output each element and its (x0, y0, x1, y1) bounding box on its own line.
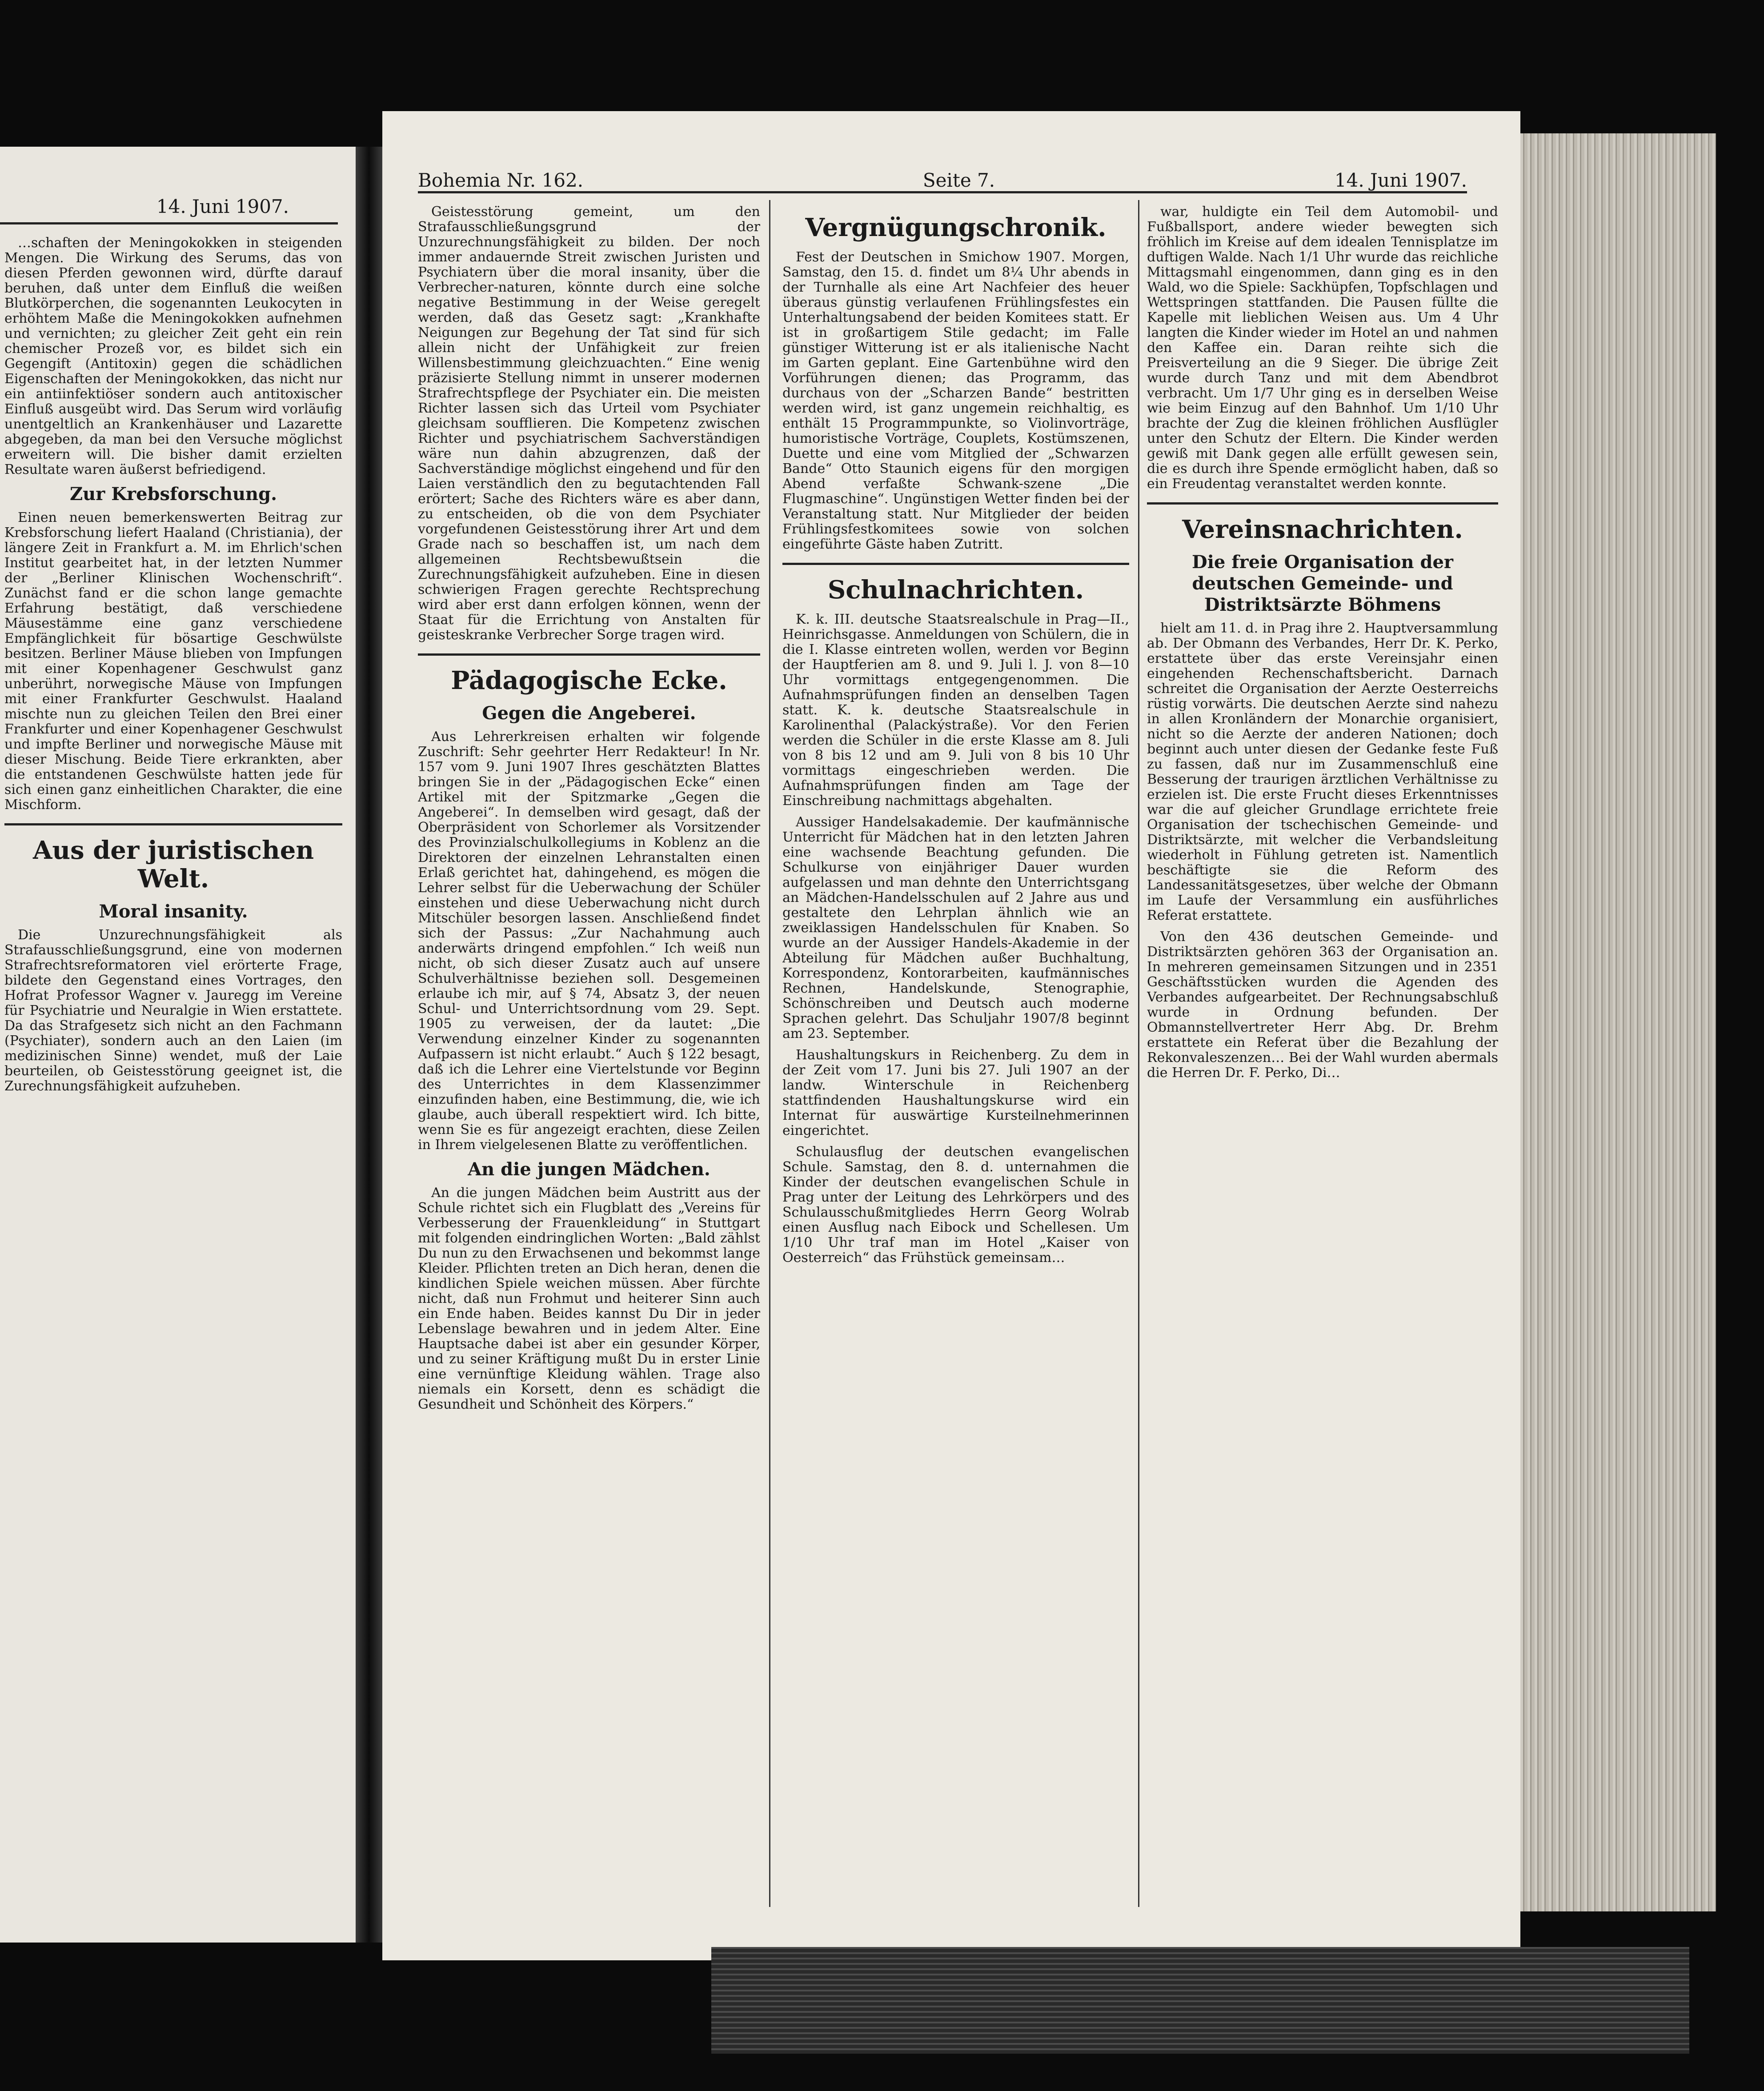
ausflug-text: Schulausflug der deutschen evangelischen Schule. Samstag, den 8. d. unternahmen die Kinder der deutschen evangelischen Schule in Prag unter der Leitung des Lehrkörpers und des Schulausschußmitgliedes Herrn Georg Wolrab einen Ausflug nach Eibock und Schellesen. Um 1/10 Uhr traf man im Hotel „Kaiser von Oesterreich“ das Frühstück gemeinsam… (782, 1144, 1129, 1266)
moral-text: Die Unzurechnungsfähigkeit als Strafausschließungsgrund, eine von modernen Strafrechtsreformatoren viel erörterte Frage, bildete den Gegenstand eines Vortrages, den Hofrat Professor Wagner v. Jauregg im Vereine für Psychiatrie und Neuralgie in Wien erstattete. Da das Strafgesetz sich nicht an den Fachmann (Psychiater), sondern auch an den Laien (im medizinischen Sinne) wendet, muß der Laie beurteilen, ob Geistesstörung geeignet ist, die Zurechnungsfähigkeit aufzuheben. (4, 927, 342, 1094)
left-page-column (4, 236, 342, 1889)
organisation-heading: Die freie Organisation der deutschen Gemeinde- und Distriktsärzte Böhmens (1192, 552, 1453, 615)
schul-text: K. k. III. deutsche Staatsrealschule in Prag—II., Heinrichsgasse. Anmeldungen von Schülern, die in die I. Klasse eintreten wollen, werden vor Beginn der Hauptferien am 8. und 9. Juli l. J. von 8—10 Uhr vormittags entgegengenommen. Die Aufnahmsprüfungen finden an denselben Tagen statt. K. k. deutsche Staatsrealschule in Karolinenthal (Palackýstraße). Vor den Ferien werden die Schüler in die erste Klasse am 8. Juli von 8 bis 12 und am 9. Juli von 8 bis 10 Uhr vormittags eingeschrieben werden. Die Aufnahmsprüfungen finden am Tage der Einschreibung nachmittags abgehalten. (782, 612, 1129, 809)
schul-heading: Schulnachrichten. (827, 575, 1084, 605)
header-page-number: Seite 7. (922, 169, 995, 191)
column-3 (1147, 204, 1498, 1907)
book-bottom (711, 1947, 1689, 2054)
maedchen-text: An die jungen Mädchen beim Austritt aus der Schule richtet sich ein Flugblatt des „Vereins für Verbesserung der Frauenkleidung“ in Stuttgart mit folgenden eindringlichen Worten: „Bald zählst Du nun zu den Erwachsenen und bekommst lange Kleider. Pflichten treten an Dich heran, denen die kindlichen Spiele weichen müssen. Aber fürchte nicht, daß nun Frohmut und heiterer Sinn auch ein Ende haben. Beides kannst Du Dir in jeder Lebenslage bewahren und in jedem Alter. Eine Hauptsache dabei ist aber ein gesunder Körper, und zu seiner Kräftigung mußt Du in erster Linie eine vernünftige Kleidung wählen. Trage also niemals ein Korsett, denn es schädigt die Gesundheit und Schönheit des Körpers.“ (418, 1185, 760, 1412)
ausflug-continuation: war, huldigte ein Teil dem Automobil- und Fußballsport, andere wieder bewegten sich fröhlich im Kreise auf dem idealen Tennisplatze im duftigen Walde. Nach 1/1 Uhr wurde das reichliche Mittagsmahl eingenommen, dann ging es in den Wald, wo die Spiele: Sackhüpfen, Topfschlagen und Wettspringen stattfanden. Die Pausen füllte die Kapelle mit lieblichen Weisen aus. Um 4 Uhr langten die Kinder wieder im Hotel an und nahmen den Kaffee ein. Daran reihte sich die Preisverteilung an die 9 Sieger. Die übrige Zeit wurde durch Tanz und mit dem Abendbrot verbracht. Um 1/7 Uhr ging es in derselben Weise wie beim Einzug auf den Bahnhof. Um 1/10 Uhr brachte der Zug die kleinen fröhlichen Ausflügler unter den Schutz der Eltern. Die Kinder werden gewiß mit Dank gegen alle erfüllt gewesen sein, die es durch ihre Spende ermöglicht haben, daß so ein Freudentag veranstaltet werden konnte. (1147, 204, 1498, 492)
column-divider (769, 200, 770, 1907)
krebs-heading: Zur Krebsforschung. (69, 484, 277, 505)
column-divider (1138, 200, 1139, 1907)
organisation-text-2: Von den 436 deutschen Gemeinde- und Distriktsärzten gehören 363 der Organisation an. In mehreren gemeinsamen Sitzungen und in 2351 Geschäftsstücken wurden die Agenden des Verbandes aufgearbeitet. Der Rechnungsabschluß wurde in Ordnung befunden. Der Obmannstellvertreter Herr Abg. Dr. Brehm erstattete ein Referat über die Bezahlung der Rekonvaleszenzen… Bei der Wahl wurden abermals die Herren Dr. F. Perko, Di… (1147, 929, 1498, 1081)
book-page-edges (1520, 133, 1716, 1911)
vergnuegung-text: Fest der Deutschen in Smichow 1907. Morgen, Samstag, den 15. d. findet um 8¼ Uhr abends in der Turnhalle als eine Art Nachfeier des heuer überaus günstig verlaufenen Frühlingsfestes ein Unterhaltungsabend der beiden Komitees statt. Er ist in großartigem Stile gedacht; im Falle günstiger Witterung ist er als italienische Nacht im Garten geplant. Eine Gartenbühne wird den Vorführungen dienen; das Programm, das durchaus von der „Scharzen Bande“ bestritten werden wird, ist ganz ungemein reichhaltig, es enthält 15 Programmpunkte, so Violinvorträge, humoristische Vorträge, Couplets, Kostümszenen, Duette und eine vom Mitglied der „Schwarzen Bande“ Otto Staunich eigens für den morgigen Abend verfaßte Schwank-szene „Die Flugmaschine“. Ungünstigen Wetter finden bei der Veranstaltung statt. Nur Mitglieder der beiden Frühlingsfestkomitees sowie von solchen eingeführte Gäste haben Zutritt. (782, 249, 1129, 552)
ecke-heading: Pädagogische Ecke. (451, 666, 727, 695)
book-spine (356, 147, 382, 1943)
jur-continuation: Geistesstörung gemeint, um den Strafausschließungsgrund der Unzurechnungsfähigkeit zu bilden. Der noch immer andauernde Streit zwischen Juristen und Psychiatern über die moral insanity, über die Verbrecher-naturen, könnte durch eine solche negative Bestimmung in der Weise geregelt werden, daß das Gesetz sagt: „Krankhafte Neigungen zur Begehung der Tat sind für sich allein nicht der Unfähigkeit zur freien Willensbestimmung gleichzuachten.“ Eine wenig präzisierte Stellung nimmt in unserer modernen Strafrechtspflege der Psychiater ein. Die meisten Richter lassen sich das Urteil vom Psychiater gleichsam soufflieren. Die Kompetenz zwischen Richter und psychiatrischem Sachverständigen wäre nun dahin abzugrenzen, daß der Sachverständige möglichst eingehend und für den Laien verständlich den zu begutachtenden Fall erörtert; Sache des Richters wäre es aber dann, zu entscheiden, ob die von dem Psychiater vorgefundenen Geistesstörung ihrer Art und dem Grade nach so beschaffen ist, um nach dem allgemeinen Rechtsbewußtsein die Zurechnungsfähigkeit aufzuheben. Eine in diesen schwierigen Fragen gerechte Rechtsprechung wird aber erst dann erfolgen können, wenn der Staat für die Errichtung von Anstalten für geisteskranke Verbrecher Sorge tragen wird. (418, 204, 760, 643)
angeberei-text: Aus Lehrerkreisen erhalten wir folgende Zuschrift: Sehr geehrter Herr Redakteur! In Nr. 157 vom 9. Juni 1907 Ihres geschätzten Blattes bringen Sie in der „Pädagogischen Ecke“ einen Artikel mit der Spitzmarke „Gegen die Angeberei“. In demselben wird gesagt, daß der Oberpräsident von Schorlemer als Vorsitzender des Provinzialschulkollegiums in Koblenz an die Direktoren der einzelnen Lehranstalten einen Erlaß gerichtet hat, dahingehend, es mögen die Lehrer selbst für die Ueberwachung der Schüler einstehen und diese Ueberwachung nicht durch Mitschüler besorgen lassen. Anschließend findet sich der Passus: „Zur Nachahmung auch anderwärts dringend empfohlen.“ Ich weiß nun nicht, ob sich dieser Zusatz auch auf unsere Schulverhältnisse beziehen soll. Desgemeinen erlaube ich mir, auf § 74, Absatz 3, der neuen Schul- und Unterrichtsordnung vom 29. Sept. 1905 zu verweisen, der da lautet: „Die Verwendung einzelner Kinder zu sogenannten Aufpassern ist nicht erlaubt.“ Auch § 122 besagt, daß ich die Lehrer eine Viertelstunde vor Beginn des Unterrichtes in dem Klassenzimmer einzufinden haben, eine Bestimmung, die, wie ich glaube, auch überall respektiert wird. Ich bitte, wenn Sie es für angezeigt erachten, diese Zeilen in Ihrem vielgelesenen Blatte zu veröffentlichen. (418, 729, 760, 1153)
main-page (382, 111, 1520, 1960)
left-page-date: 14. Juni 1907. (156, 196, 289, 217)
left-page (0, 147, 356, 1943)
verein-heading: Vereinsnachrichten. (1182, 515, 1463, 544)
moral-heading: Moral insanity. (99, 901, 248, 922)
column-2 (782, 204, 1129, 1907)
column-1 (418, 204, 760, 1907)
meningokokken-text: …schaften der Meningokokken in steigenden Mengen. Die Wirkung des Serums, das von diesen Pferden gewonnen wird, dürfte darauf beruhen, daß unter dem Einfluß die weißen Blutkörperchen, die sogenannten Leukocyten in erhöhtem Maße die Meningokokken aufnehmen und vernichten; zu gleicher Zeit geht ein rein chemischer Prozeß vor, es bildet sich ein Gegengift (Antitoxin) gegen die schädlichen Eigenschaften der Meningokokken, das nicht nur ein antiinfektiöser sondern auch antitoxischer Einfluß ausgeübt wird. Das Serum wird vorläufig unentgeltlich an Krankenhäuser und Lazarette abgegeben, da man bei den Versuche möglichst erweitern will. Die bisher damit erzielten Resultate waren äußerst befriedigend. (4, 236, 342, 477)
krebs-text: Einen neuen bemerkenswerten Beitrag zur Krebsforschung liefert Haaland (Christiania), der längere Zeit in Frankfurt a. M. im Ehrlich'schen Institut gearbeitet hat, in der letzten Nummer der „Berliner Klinischen Wochenschrift“. Zunächst fand er die schon lange gemachte Erfahrung bestätigt, daß verschiedene Mäusestämme eine ganz verschiedene Empfänglichkeit für bösartige Geschwülste besitzen. Berliner Mäuse blieben von Impfungen mit einer Kopenhagener Geschwulst ganz unberührt, norwegische Mäuse von Impfungen mit einer Frankfurter Geschwulst. Haaland mischte nun zu gleichen Teilen den Brei einer Frankfurter und einer Kopenhagener Geschwulst und impfte Berliner und norwegische Mäuse mit dieser Mischung. Beide Tiere erkrankten, aber die entstandenen Geschwülste hatten jede für sich einen ganz einheitlichen Charakter, die eine Mischform. (4, 510, 342, 813)
page-header (418, 156, 1467, 193)
jur-heading: Aus der juristischen Welt. (32, 836, 314, 893)
angeberei-heading: Gegen die Angeberei. (482, 703, 696, 724)
organisation-text: hielt am 11. d. in Prag ihre 2. Hauptversammlung ab. Der Obmann des Verbandes, Herr Dr. K. Perko, erstattete über das erste Vereinsjahr einen eingehenden Rechenschaftsbericht. Darnach schreitet die Organisation der Aerzte Oesterreichs rüstig vorwärts. Die deutschen Aerzte sind nahezu in allen Kronländern der Monarchie organisiert, nicht so die Aerzte der anderen Nationen; doch beginnt auch unter diesen der Gedanke feste Fuß zu fassen, daß nur im Zusammenschluß eine Besserung der traurigen ärztlichen Verhältnisse zu erzielen ist. Die erste Frucht dieses Erkenntnisses war die auf gleicher Grundlage errichtete freie Organisation der tschechischen Gemeinde- und Distriktsärzte, mit welcher die Verbandsleitung wiederholt in Fühlung getreten ist. Namentlich beschäftigte sie die Reform des Landessanitätsgesetzes, über welche der Obmann im Laufe der Versammlung ein ausführliches Referat erstattete. (1147, 621, 1498, 923)
vergnuegung-heading: Vergnügungschronik. (805, 213, 1107, 242)
maedchen-heading: An die jungen Mädchen. (468, 1159, 710, 1180)
handel-text: Aussiger Handelsakademie. Der kaufmännische Unterricht für Mädchen hat in den letzten Jahren eine wachsende Beachtung gefunden. Die Schulkurse von einjähriger Dauer wurden aufgelassen und man dehnte den Unterrichtsgang an Mädchen-Handelsschulen auf 2 Jahre aus und gestaltete den Lehrplan ähnlich wie an zweiklassigen Handelsschulen für Knaben. So wurde an der Aussiger Handels-Akademie in der Abteilung für Mädchen außer Buchhaltung, Korrespondenz, Kontorarbeiten, kaufmännisches Rechnen, Handelskunde, Stenographie, Schönschreiben und Deutsch auch moderne Sprachen gelehrt. Das Schuljahr 1907/8 beginnt am 23. September. (782, 814, 1129, 1041)
header-date: 14. Juni 1907. (1334, 169, 1467, 191)
header-paper: Bohemia Nr. 162. (418, 169, 584, 191)
haushalt-text: Haushaltungskurs in Reichenberg. Zu dem in der Zeit vom 17. Juni bis 27. Juli 1907 an der landw. Winterschule in Reichenberg stattfindenden Haushaltungskurse wird ein Internat für auswärtige Kursteilnehmerinnen eingerichtet. (782, 1047, 1129, 1138)
